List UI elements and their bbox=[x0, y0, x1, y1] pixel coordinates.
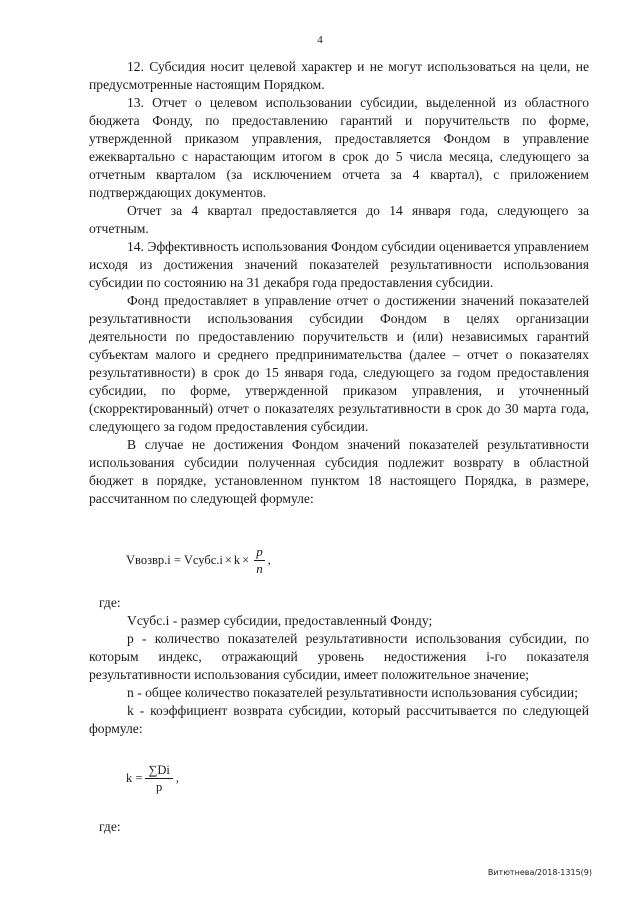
formula-k-left: k = bbox=[126, 771, 143, 785]
definition-n: n - общее количество показателей результативности использования субсидии; bbox=[127, 685, 578, 700]
paragraph-refund-case: В случае не достижения Фондом значений показателей результативности использования субсидии полученная субсидия подлежит возврату в областной бюджет в порядке, установленном пунктом 18 настоящего Порядка, в размере, рассчитанном по следующей формуле: bbox=[89, 437, 589, 506]
footer-document-id: Витютнева/2018-1315(9) bbox=[487, 868, 592, 877]
fraction-sum-di-over-p bbox=[145, 762, 172, 795]
times-sign: × bbox=[224, 553, 232, 567]
where-label-2: где: bbox=[99, 819, 121, 834]
definition-k: k - коэффициент возврата субсидии, который рассчитывается по следующей формуле: bbox=[89, 703, 589, 736]
formula-refund bbox=[126, 544, 271, 577]
paragraph-fund-report: Фонд предоставляет в управление отчет о достижении значений показателей результативности использования субсидии Фондом в целях организации деятельности по предоставлению поручительств и (или) независимых гарантий субъектам малого и среднего предпринимательства (далее – отчет о показателях результативности) в срок до 15 января года, следующего за годом предоставления субсидии, по форме, утвержденной приказом управления, и уточненный (скорректированный) отчет о показателях результативности в срок до 30 марта года, следующего за годом предоставления субсидии. bbox=[89, 293, 589, 434]
definition-p: p - количество показателей результативности использования субсидии, по которым индекс, отражающий уровень недостижения i-го показателя результативности использования субсидии, имеет положительное значение; bbox=[89, 631, 589, 682]
formula-refund-left: Vвозвр.i = Vсубс.i bbox=[126, 553, 223, 567]
paragraph-13: 13. Отчет о целевом использовании субсидии, выделенной из областного бюджета Фонду, по предоставлению гарантий и поручительств по форме, утвержденной приказом управления, предоставляется Фондом в управление ежеквартально с нарастающим итогом в срок до 5 числа месяца, следующего за отчетным кварталом (за исключением отчета за 4 квартал), с приложением подтверждающих документов. bbox=[89, 95, 589, 200]
fraction-numerator: ∑Di bbox=[145, 762, 172, 779]
formula-k bbox=[126, 762, 179, 795]
paragraph-12: 12. Субсидия носит целевой характер и не могут использоваться на цели, не предусмотренные настоящим Порядком. bbox=[89, 59, 589, 92]
document-body-top bbox=[89, 58, 589, 508]
fraction-denominator: n bbox=[256, 561, 263, 576]
fraction-numerator: p bbox=[256, 544, 263, 559]
paragraph-13-q4: Отчет за 4 квартал предоставляется до 14 января года, следующего за отчетным. bbox=[89, 203, 589, 236]
formula-tail: , bbox=[267, 553, 271, 567]
formula-k: k bbox=[233, 553, 241, 567]
paragraph-14: 14. Эффективность использования Фондом субсидии оценивается управлением исходя из достижения значений показателей результативности использования субсидии по состоянию на 31 декабря года предоставления субсидии. bbox=[89, 239, 589, 290]
fraction-denominator: p bbox=[156, 780, 163, 794]
fraction-p-over-n bbox=[254, 544, 265, 577]
formula-tail: , bbox=[175, 771, 179, 785]
times-sign: × bbox=[242, 553, 250, 567]
definition-vsubs: Vсубс.i - размер субсидии, предоставленный Фонду; bbox=[127, 613, 433, 628]
where-label: где: bbox=[99, 595, 121, 610]
document-body-definitions bbox=[89, 594, 589, 738]
document-body-bottom bbox=[89, 818, 589, 836]
page-number: 4 bbox=[317, 34, 323, 46]
